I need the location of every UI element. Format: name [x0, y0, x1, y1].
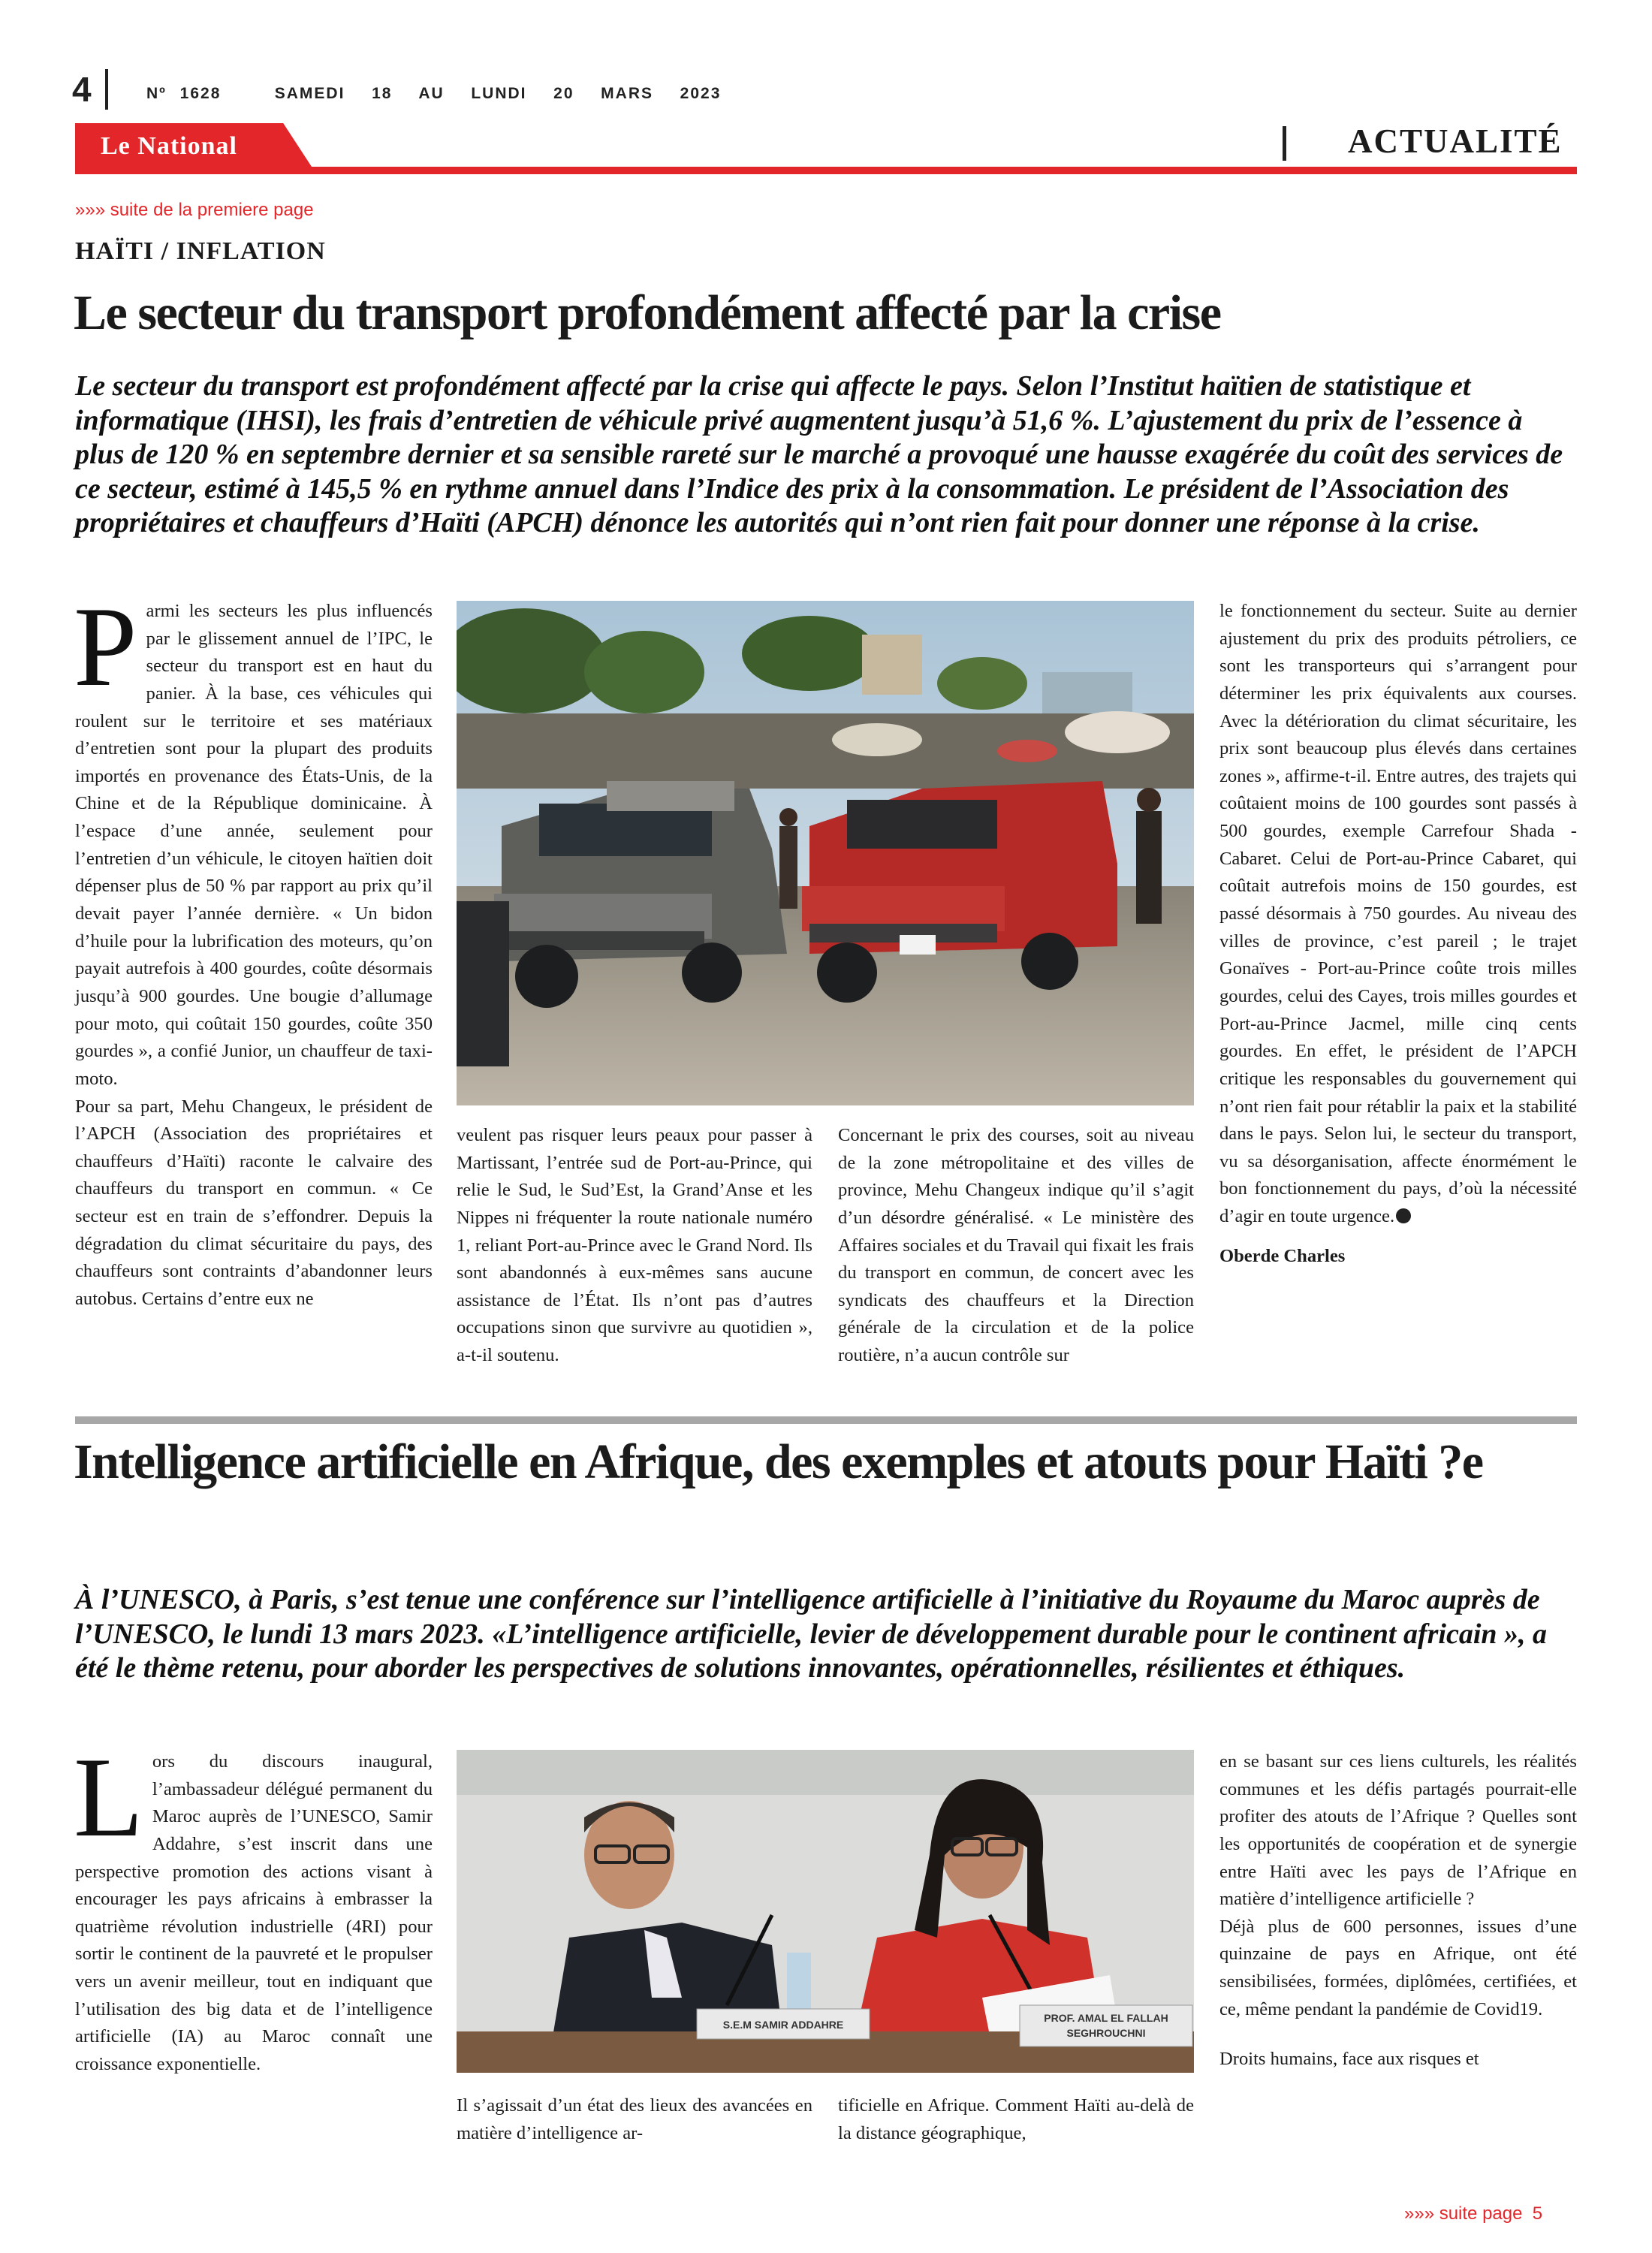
- drop-cap: L: [74, 1734, 143, 1860]
- nameplate-label: SEGHROUCHNI: [1066, 2027, 1146, 2039]
- column-text: en se basant sur ces liens culturels, les réalités communes et les défis partagés pourrait-elle profiter des atouts de l’Afrique ? Quelles sont les opportunités de coopération et de synergie entre Haïti avec les pays de l’Afrique en matière d’intelligence artificielle ?: [1219, 1751, 1577, 1910]
- header-rule: [75, 167, 1577, 174]
- article-byline: Oberde Charles: [1219, 1245, 1346, 1266]
- continued-from-link[interactable]: »»» suite de la premiere page: [75, 200, 314, 220]
- article-column-3: [838, 2092, 1194, 2147]
- article-column-2: [457, 2092, 812, 2147]
- end-mark-icon: [1396, 1208, 1411, 1223]
- page-number: 4: [72, 70, 92, 109]
- section-title: ACTUALITÉ: [1348, 122, 1563, 160]
- issue-date-line: [146, 86, 721, 101]
- article-lede: Le secteur du transport est profondément affecté par la crise qui affecte le pays. Selon l’Institut haïtien de statistique et informatique (IHSI), les frais d’entretien de véhicule privé augmentent jusqu’à 51,6 %. L’ajustement du prix de l’essence à plus de 120 % en septembre dernier et sa sensible rareté sur le marché a provoqué une hausse exagérée du coût des services de ce secteur, estimé à 145,5 % en rythme annuel dans l’Indice des prix à la consommation. Le président de l’Association des propriétaires et chauffeurs d’Haïti (APCH) dénonce les autorités qui n’ont rien fait pour donner une réponse à la crise.: [75, 370, 1563, 539]
- column-text: veulent pas risquer leurs peaux pour passer à Martissant, l’entrée sud de Port-au-Prince, qui relie le Sud, le Sud’Est, la Grand’Anse et les Nippes ni fréquenter la route nationale numéro 1, reliant Port-au-Prince avec le Grand Nord. Ils sont abandonnés à eux-mêmes sans aucune assistance de l’État. Ils n’ont pas d’autres occupations sinon que survivre au quotidien », a-t-il soutenu.: [457, 1125, 812, 1366]
- column-text: le fonctionnement du secteur. Suite au dernier ajustement du prix des produits pétroliers, ce sont les transporteurs qui s’arrangent pour déterminer les prix équivalents aux courses. Avec la détérioration du climat sécuritaire, les prix sont beaucoup plus élevés dans certaines zones », affirme-t-il. Entre autres, des trajets qui coûtaient moins de 100 gourdes sont passés à 500 gourdes, exemple Carrefour Shada - Cabaret. Celui de Port-au-Prince Cabaret, qui coûtait autrefois moins de 150 gourdes, est passé désormais à 750 gourdes. Au niveau des villes de province, c’est pareil ; le trajet Gonaïves - Port-au-Prince coûte trois milles gourdes, celui des Cayes, trois milles gourdes et Port-au-Prince Jacmel, mille cinq cents gourdes. En effet, le président de l’APCH critique les responsables du gouvernement qui n’ont rien fait pour rétablir la paix et la stabilité dans le pays. Selon lui, le secteur du transport, vu sa désorganisation, affecte énormément le bon fonctionnement du pays, d’où la nécessité d’agir en toute urgence.: [1219, 601, 1577, 1227]
- column-text: Concernant le prix des courses, soit au niveau de la zone métropolitaine et des villes de province, Mehu Changeux indique qu’il s’agit d’un désordre généralisé. « Le ministère des Affaires sociales et du Travail qui fixait les frais du transport en commun, de concert avec les syndicats des chauffeurs et la Direction générale de la circulation et de la police routière, n’a aucun contrôle sur: [838, 1125, 1194, 1366]
- article-headline: Intelligence artificielle en Afrique, des exemples et atouts pour Haïti ?e: [74, 1434, 1483, 1489]
- article-column-1: [74, 584, 433, 1313]
- transport-trucks-photo: [457, 601, 1194, 1105]
- article-divider: [75, 1416, 1577, 1424]
- article-column-2: [457, 1122, 812, 1370]
- column-text: ors du discours inaugural, l’ambassadeur délégué permanent du Maroc auprès de l’UNESCO, Samir Addahre, s’est inscrit dans une perspective promotion des actions visant à encourager les pays africains à embrasser la quatrième révolution industrielle (4RI) pour sortir le continent de la pauvreté et le propulser vers un avenir meilleur, tout en indiquant que l’utilisation des big data et de l’intelligence artificielle (IA) au Maroc connaît une croissance exponentielle.: [75, 1751, 433, 2075]
- issue-number: Nº 1628: [146, 85, 222, 102]
- nameplate-label: S.E.M SAMIR ADDAHRE: [722, 2019, 844, 2031]
- continued-on-link[interactable]: »»» suite page 5: [1404, 2203, 1543, 2224]
- pickup-trucks-illustration: [457, 601, 1194, 1105]
- article-headline: Le secteur du transport profondément affecté par la crise: [74, 285, 1221, 340]
- conference-speakers-photo: [457, 1750, 1194, 2073]
- column-text: tificielle en Afrique. Comment Haïti au-delà de la distance géographique,: [838, 2095, 1194, 2143]
- nameplate-label: PROF. AMAL EL FALLAH: [1044, 2012, 1168, 2024]
- column-text: Déjà plus de 600 personnes, issues d’une quinzaine de pays en Afrique, ont été sensibilisées, formées, diplômées, certifiées, et ce, même pendant la pandémie de Covid19.: [1219, 1916, 1577, 2019]
- article-rubric: HAÏTI / INFLATION: [75, 237, 326, 265]
- article-column-3: [838, 1122, 1194, 1370]
- column-text: Droits humains, face aux risques et: [1219, 2049, 1479, 2070]
- conference-panel-illustration: [457, 1750, 1194, 2073]
- drop-cap: P: [74, 584, 137, 710]
- column-text: armi les secteurs les plus influencés par le glissement annuel de l’IPC, le secteur du transport est en haut du panier. À la base, ces véhicules qui roulent sur le territoire et ses matériaux d’entretien sont pour la plupart des produits importés en provenance des États-Unis, de la Chine et de la République dominicaine. À l’espace d’une année, seulement pour l’entretien d’un véhicule, le citoyen haïtien doit dépenser plus de 50 % par rapport au prix qu’il devait payer l’année dernière. « Un bidon d’huile pour la lubrification des moteurs, qu’on payait autrefois à 400 gourdes, coûte désormais jusqu’à 900 gourdes. Une bougie d’allumage pour moto, qui coûtait 150 gourdes, coûte 350 gourdes », a confié Junior, un chauffeur de taxi-moto.: [75, 601, 433, 1089]
- section-divider: [1283, 126, 1286, 161]
- article-lede: À l’UNESCO, à Paris, s’est tenue une conférence sur l’intelligence artificielle à l’initiative du Royaume du Maroc auprès de l’UNESCO, le lundi 13 mars 2023. «L’intelligence artificielle, levier de développement durable pour le continent africain », a été le thème retenu, pour aborder les perspectives de solutions innovantes, opérationnelles, résilientes et éthiques.: [75, 1584, 1548, 1684]
- page-number-divider: [105, 69, 108, 110]
- article-column-1: [74, 1734, 433, 2079]
- article-column-4: [1219, 1748, 1577, 2074]
- column-text: Pour sa part, Mehu Changeux, le président de l’APCH (Association des propriétaires et chauffeurs d’Haïti) raconte le calvaire des chauffeurs du transport en commun. « Ce secteur est en train de s’effondrer. Depuis la dégradation du climat sécuritaire du pays, des chauffeurs sont contraints d’abandonner leurs autobus. Certains d’entre eux ne: [75, 1096, 433, 1310]
- masthead-logo: Le National: [101, 132, 237, 160]
- column-text: Il s’agissait d’un état des lieux des avancées en matière d’intelligence ar-: [457, 2095, 812, 2143]
- article-column-4: [1219, 598, 1577, 1270]
- issue-date: SAMEDI 18 AU LUNDI 20 MARS 2023: [274, 85, 722, 102]
